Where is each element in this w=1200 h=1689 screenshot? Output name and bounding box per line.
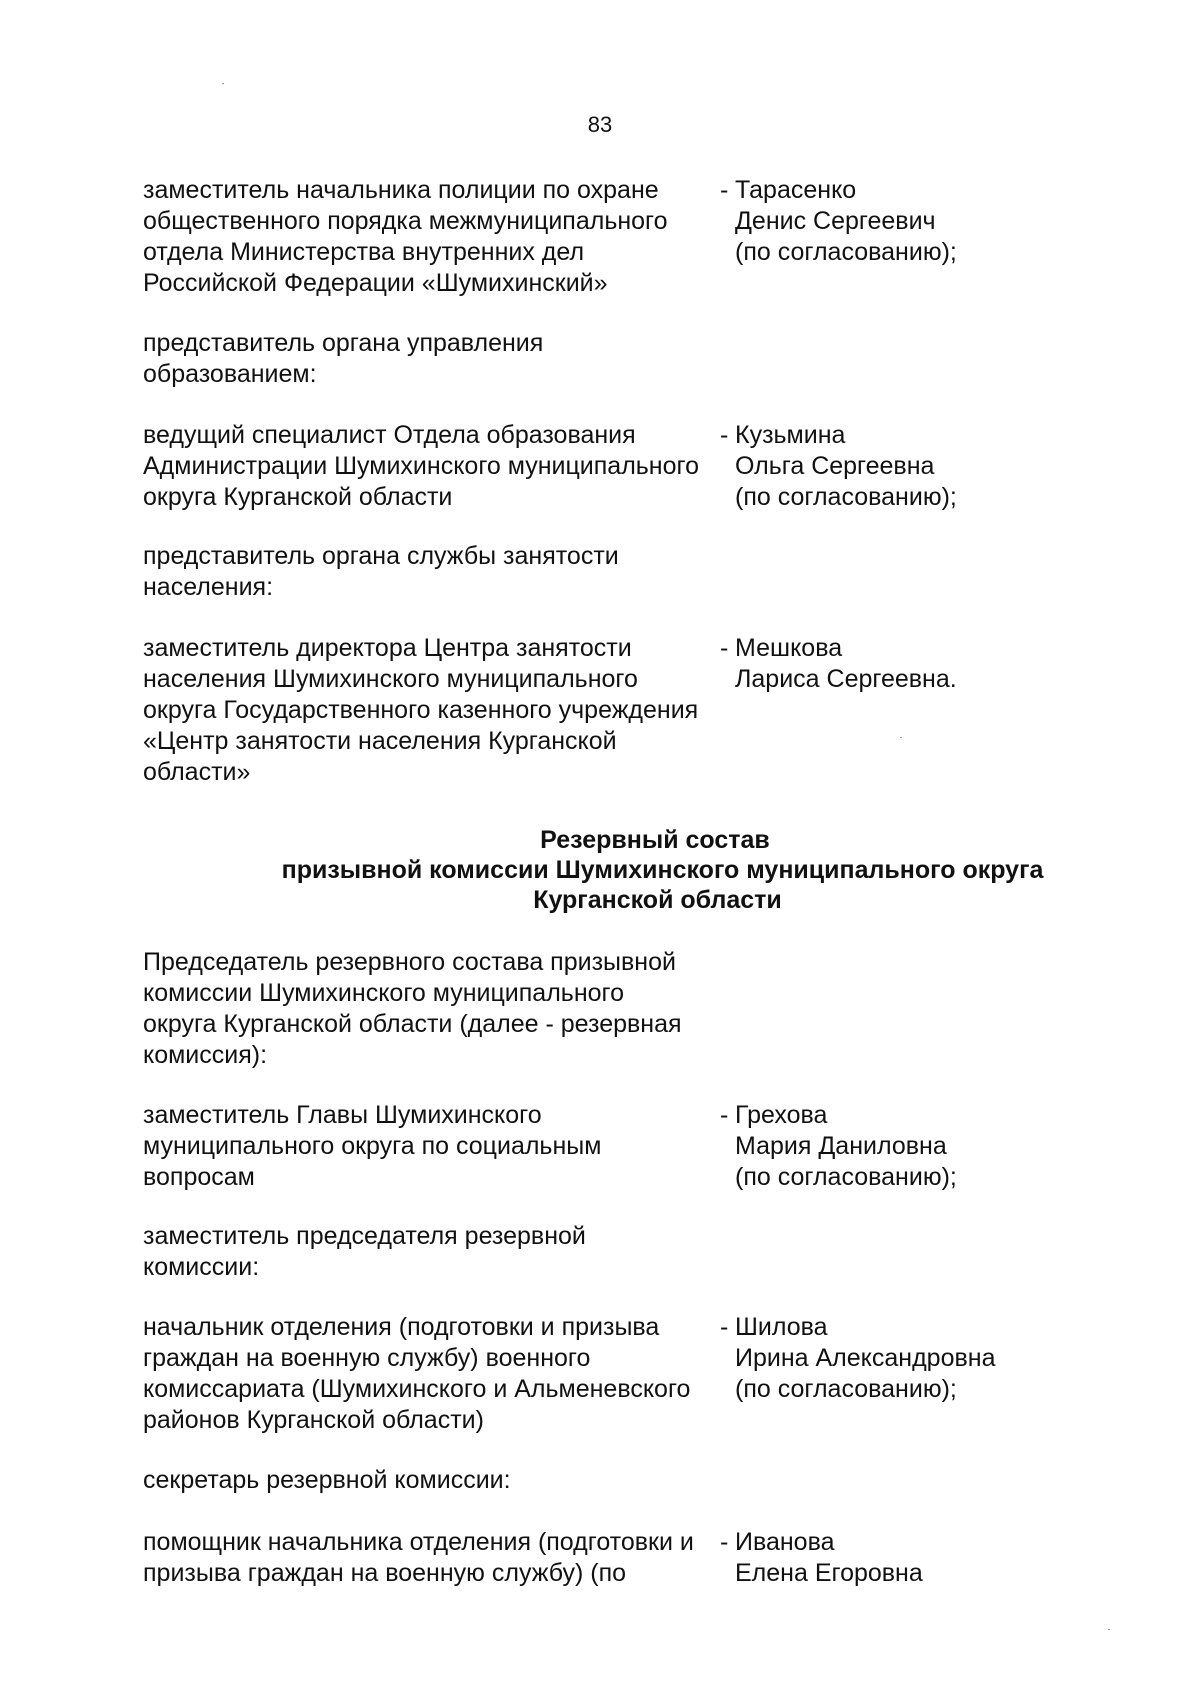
- text-line: помощник начальника отделения (подготовки и: [143, 1528, 694, 1556]
- member-name: [720, 1527, 1065, 1589]
- name-line: (по согласованию);: [735, 1163, 957, 1191]
- text-line: заместитель начальника полиции по охране: [143, 176, 659, 204]
- scan-speck: [900, 737, 902, 738]
- name-line: (по согласованию);: [735, 483, 957, 511]
- name-line: Грехова: [735, 1101, 828, 1129]
- dash: -: [720, 421, 729, 449]
- page-number: 83: [587, 112, 613, 137]
- text-line: населения:: [143, 573, 274, 601]
- member-name: [720, 420, 1065, 513]
- text-line: граждан на военную службу) военного: [143, 1344, 591, 1372]
- dash: -: [720, 1101, 729, 1129]
- name-line: Лариса Сергеевна.: [735, 665, 957, 693]
- name-line: (по согласованию);: [735, 238, 957, 266]
- text-line: отдела Министерства внутренних дел: [143, 238, 585, 266]
- section-label: [143, 328, 743, 390]
- position-title: [143, 420, 743, 513]
- section-label: [143, 947, 743, 1071]
- name-line: Ирина Александровна: [735, 1344, 996, 1372]
- text-line: комиссия):: [143, 1041, 268, 1069]
- section-label: [143, 541, 743, 603]
- text-line: секретарь резервной комиссии:: [143, 1466, 511, 1494]
- name-line: Мешкова: [735, 634, 843, 662]
- member-name: [720, 1312, 1065, 1405]
- text-line: округа Курганской области: [143, 483, 453, 511]
- dash: -: [720, 634, 729, 662]
- text-line: Российской Федерации «Шумихинский»: [143, 269, 608, 297]
- text-line: заместитель председателя резервной: [143, 1222, 586, 1250]
- text-line: Администрации Шумихинского муниципального: [143, 452, 699, 480]
- position-title: [143, 633, 743, 788]
- dash: -: [720, 176, 729, 204]
- text-line: округа Курганской области (далее - резервная: [143, 1010, 682, 1038]
- position-title: [143, 175, 743, 299]
- name-line: Денис Сергеевич: [735, 207, 936, 235]
- text-line: образованием:: [143, 360, 317, 388]
- text-line: представитель органа управления: [143, 329, 544, 357]
- text-line: начальник отделения (подготовки и призыва: [143, 1313, 660, 1341]
- text-line: комиссии Шумихинского муниципального: [143, 979, 625, 1007]
- dash: -: [720, 1528, 729, 1556]
- name-line: Шилова: [735, 1313, 828, 1341]
- name-line: Елена Егоровна: [735, 1559, 923, 1587]
- text-line: комиссариата (Шумихинского и Альменевского: [143, 1375, 691, 1403]
- text-line: комиссии:: [143, 1253, 260, 1281]
- heading-line: призывной комиссии Шумихинского муниципального округа: [281, 856, 1044, 884]
- name-line: Кузьмина: [735, 421, 846, 449]
- scan-speck: [222, 83, 224, 84]
- position-title: [143, 1100, 743, 1193]
- section-label: [143, 1221, 743, 1283]
- name-line: Иванова: [735, 1528, 835, 1556]
- text-line: населения Шумихинского муниципального: [143, 665, 638, 693]
- text-line: заместитель директора Центра занятости: [143, 634, 632, 662]
- text-line: «Центр занятости населения Курганской: [143, 727, 617, 755]
- position-title: [143, 1527, 743, 1589]
- text-line: Председатель резервного состава призывной: [143, 948, 676, 976]
- section-label: [143, 1465, 743, 1496]
- text-line: районов Курганской области): [143, 1406, 484, 1434]
- text-line: призыва граждан на военную службу) (по: [143, 1559, 627, 1587]
- text-line: общественного порядка межмуниципального: [143, 207, 668, 235]
- reserve-heading: [0, 825, 1200, 915]
- text-line: представитель органа службы занятости: [143, 542, 619, 570]
- name-line: Тарасенко: [735, 176, 857, 204]
- text-line: области»: [143, 758, 251, 786]
- text-line: заместитель Главы Шумихинского: [143, 1101, 542, 1129]
- text-line: округа Государственного казенного учреждения: [143, 696, 699, 724]
- dash: -: [720, 1313, 729, 1341]
- member-name: [720, 1100, 1065, 1193]
- heading-line: Курганской области: [533, 886, 782, 914]
- member-name: [720, 175, 1065, 268]
- scan-speck: [1108, 1629, 1110, 1630]
- member-name: [720, 633, 1065, 695]
- text-line: муниципального округа по социальным: [143, 1132, 602, 1160]
- name-line: Ольга Сергеевна: [735, 452, 935, 480]
- text-line: вопросам: [143, 1163, 255, 1191]
- heading-line: Резервный состав: [540, 826, 770, 854]
- text-line: ведущий специалист Отдела образования: [143, 421, 636, 449]
- name-line: (по согласованию);: [735, 1375, 957, 1403]
- name-line: Мария Даниловна: [735, 1132, 947, 1160]
- position-title: [143, 1312, 743, 1436]
